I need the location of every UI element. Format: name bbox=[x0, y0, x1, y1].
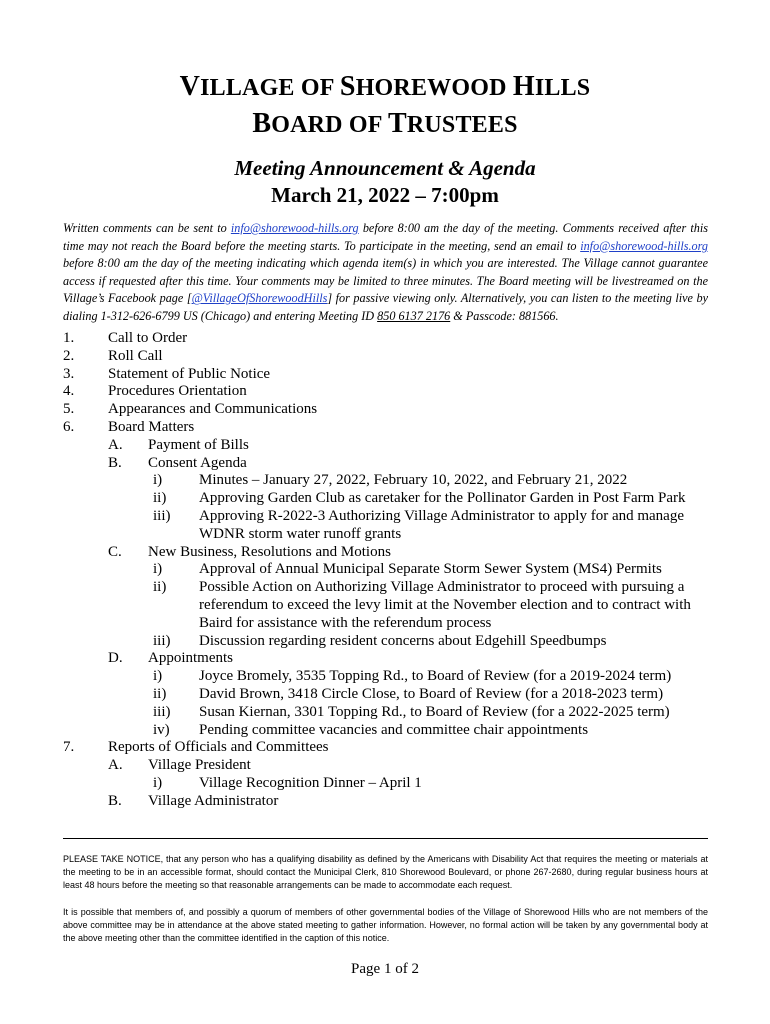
agenda-text: Statement of Public Notice bbox=[108, 365, 271, 382]
agenda-subitem bbox=[0, 793, 770, 811]
agenda-text: Appearances and Communications bbox=[108, 401, 318, 418]
agenda-text: Appointments bbox=[148, 650, 233, 667]
agenda-subitem bbox=[0, 437, 770, 455]
agenda-subsubitem bbox=[0, 472, 770, 490]
agenda-item bbox=[0, 366, 770, 384]
email-link-1[interactable]: info@shorewood-hills.org bbox=[230, 221, 359, 235]
divider bbox=[63, 838, 708, 839]
agenda-roman: i) bbox=[153, 774, 163, 791]
accessibility-notice: PLEASE TAKE NOTICE, that any person who has a qualifying disability as defined by the Americans with Disability Act that requires the meeting or materials at the meeting to be in an accessible format, should contact the Municipal Clerk, 810 Shorewood Boulevard, or phone 267-2680, during regular business hours at least 48 hours before the meeting so that reasonable arrangements can be made to accommodate each request. bbox=[63, 854, 708, 890]
agenda-text: New Business, Resolutions and Motions bbox=[148, 543, 391, 560]
agenda-text: Consent Agenda bbox=[148, 454, 247, 471]
agenda-letter: B. bbox=[108, 454, 122, 471]
agenda-text: Village Administrator bbox=[148, 792, 279, 809]
agenda-item bbox=[0, 401, 770, 419]
agenda-text: Village President bbox=[148, 757, 251, 774]
agenda-text: Village Recognition Dinner – April 1 bbox=[199, 774, 422, 791]
agenda-text: Reports of Officials and Committees bbox=[108, 739, 329, 756]
agenda-text: David Brown, 3418 Circle Close, to Board of Review (for a 2018-2023 term) bbox=[199, 685, 664, 702]
agenda-roman: ii) bbox=[153, 579, 167, 596]
agenda-subsubitem bbox=[0, 686, 770, 704]
agenda-subitem bbox=[0, 455, 770, 473]
agenda-roman: ii) bbox=[153, 685, 167, 702]
agenda-subsubitem bbox=[0, 561, 770, 579]
agenda-roman: iii) bbox=[153, 703, 171, 720]
agenda-text: Approving R-2022-3 Authorizing Village Administrator to apply for and manage WDNR storm water runoff grants bbox=[199, 507, 684, 542]
agenda-number: 2. bbox=[63, 347, 75, 364]
agenda-item bbox=[0, 419, 770, 437]
agenda-text: Approval of Annual Municipal Separate Storm Sewer System (MS4) Permits bbox=[199, 561, 662, 578]
agenda-roman: i) bbox=[153, 561, 163, 578]
agenda-roman: ii) bbox=[153, 490, 167, 507]
agenda-subsubitem bbox=[0, 579, 770, 632]
meeting-subtitle: Meeting Announcement & Agenda bbox=[234, 156, 536, 180]
agenda-text: Procedures Orientation bbox=[108, 383, 247, 400]
agenda-subitem bbox=[0, 650, 770, 668]
agenda-text: Approving Garden Club as caretaker for the Pollinator Garden in Post Farm Park bbox=[199, 490, 686, 507]
intro-text-3: before 8:00 am the day of the meeting indicating which agenda item(s) in which you are interested. The Village cannot guarantee access if requested after this time. Your comments may be limited to three minutes. The Board meeting will be livestreamed on the Village’s Facebook page [ bbox=[63, 256, 708, 306]
agenda-letter: D. bbox=[108, 650, 123, 667]
email-link-2[interactable]: info@shorewood-hills.org bbox=[580, 238, 708, 253]
agenda-roman: iv) bbox=[153, 721, 170, 738]
agenda-number: 3. bbox=[63, 365, 75, 382]
agenda-text: Roll Call bbox=[108, 347, 163, 364]
facebook-link[interactable]: @VillageOfShorewoodHills bbox=[191, 291, 328, 306]
agenda-subitem bbox=[0, 544, 770, 562]
agenda-subsubitem bbox=[0, 490, 770, 508]
agenda-number: 1. bbox=[63, 330, 75, 346]
agenda-text: Minutes – January 27, 2022, February 10, 2022, and February 21, 2022 bbox=[199, 472, 628, 489]
agenda-letter: A. bbox=[108, 757, 123, 774]
agenda-letter: B. bbox=[108, 792, 122, 809]
quorum-notice: It is possible that members of, and possibly a quorum of members of other governmental bodies of the Village of Shorewood Hills who are not members of the above committee may be in attendance at the above stated meeting to gather information. However, no formal action will be taken by any governmental body at the above meeting other than the committee identified in the caption of this notice. bbox=[63, 907, 708, 943]
intro-text-5: & Passcode: 881566. bbox=[450, 308, 559, 323]
agenda-subitem bbox=[0, 757, 770, 775]
intro-text-4: ] for passive viewing only. Alternatively, you can listen to the meeting live by dialing 1-312-626-6799 US (Chicago) and entering Meeting ID bbox=[63, 291, 708, 323]
agenda-roman: iii) bbox=[153, 632, 171, 649]
agenda-subsubitem bbox=[0, 704, 770, 722]
agenda-number: 4. bbox=[63, 383, 75, 400]
agenda-text: Possible Action on Authorizing Village Administrator to proceed with pursuing a referendum to exceed the levy limit at the November election and to contract with Baird for assistance with the referendum process bbox=[199, 579, 691, 631]
meeting-date: March 21, 2022 – 7:00pm bbox=[271, 183, 499, 207]
agenda-item bbox=[0, 348, 770, 366]
agenda-roman: i) bbox=[153, 668, 163, 685]
agenda-number: 6. bbox=[63, 418, 75, 435]
agenda-subsubitem bbox=[0, 508, 770, 544]
board-title: BOARD OF TRUSTEES bbox=[252, 108, 518, 139]
agenda-number: 7. bbox=[63, 739, 75, 756]
agenda-list bbox=[0, 330, 770, 811]
agenda-subsubitem bbox=[0, 722, 770, 740]
agenda-subsubitem bbox=[0, 775, 770, 793]
intro-paragraph bbox=[63, 220, 708, 326]
agenda-text: Joyce Bromely, 3535 Topping Rd., to Board of Review (for a 2019-2024 term) bbox=[199, 668, 672, 685]
agenda-text: Call to Order bbox=[108, 330, 188, 346]
agenda-item bbox=[0, 330, 770, 348]
agenda-text: Board Matters bbox=[108, 418, 195, 435]
agenda-text: Pending committee vacancies and committee chair appointments bbox=[199, 721, 589, 738]
agenda-subsubitem bbox=[0, 668, 770, 686]
agenda-text: Payment of Bills bbox=[148, 436, 249, 453]
intro-text-2: before 8:00 am the day of the meeting. Comments received after this time may not reach the Board before the meeting starts. To participate in the meeting, send an email to bbox=[63, 221, 708, 253]
intro-text-1: Written comments can be sent to bbox=[63, 221, 231, 235]
agenda-text: Discussion regarding resident concerns about Edgehill Speedbumps bbox=[199, 632, 607, 649]
agenda-text: Susan Kiernan, 3301 Topping Rd., to Board of Review (for a 2022-2025 term) bbox=[199, 703, 670, 720]
agenda-item bbox=[0, 383, 770, 401]
meeting-id: 850 6137 2176 bbox=[377, 308, 451, 323]
agenda-letter: C. bbox=[108, 543, 122, 560]
agenda-letter: A. bbox=[108, 436, 123, 453]
agenda-roman: i) bbox=[153, 472, 163, 489]
agenda-roman: iii) bbox=[153, 507, 171, 524]
agenda-subsubitem bbox=[0, 633, 770, 651]
village-title: VILLAGE OF SHOREWOOD HILLS bbox=[179, 71, 591, 102]
agenda-item bbox=[0, 739, 770, 757]
page-number: Page 1 of 2 bbox=[351, 961, 419, 977]
agenda-number: 5. bbox=[63, 401, 75, 418]
